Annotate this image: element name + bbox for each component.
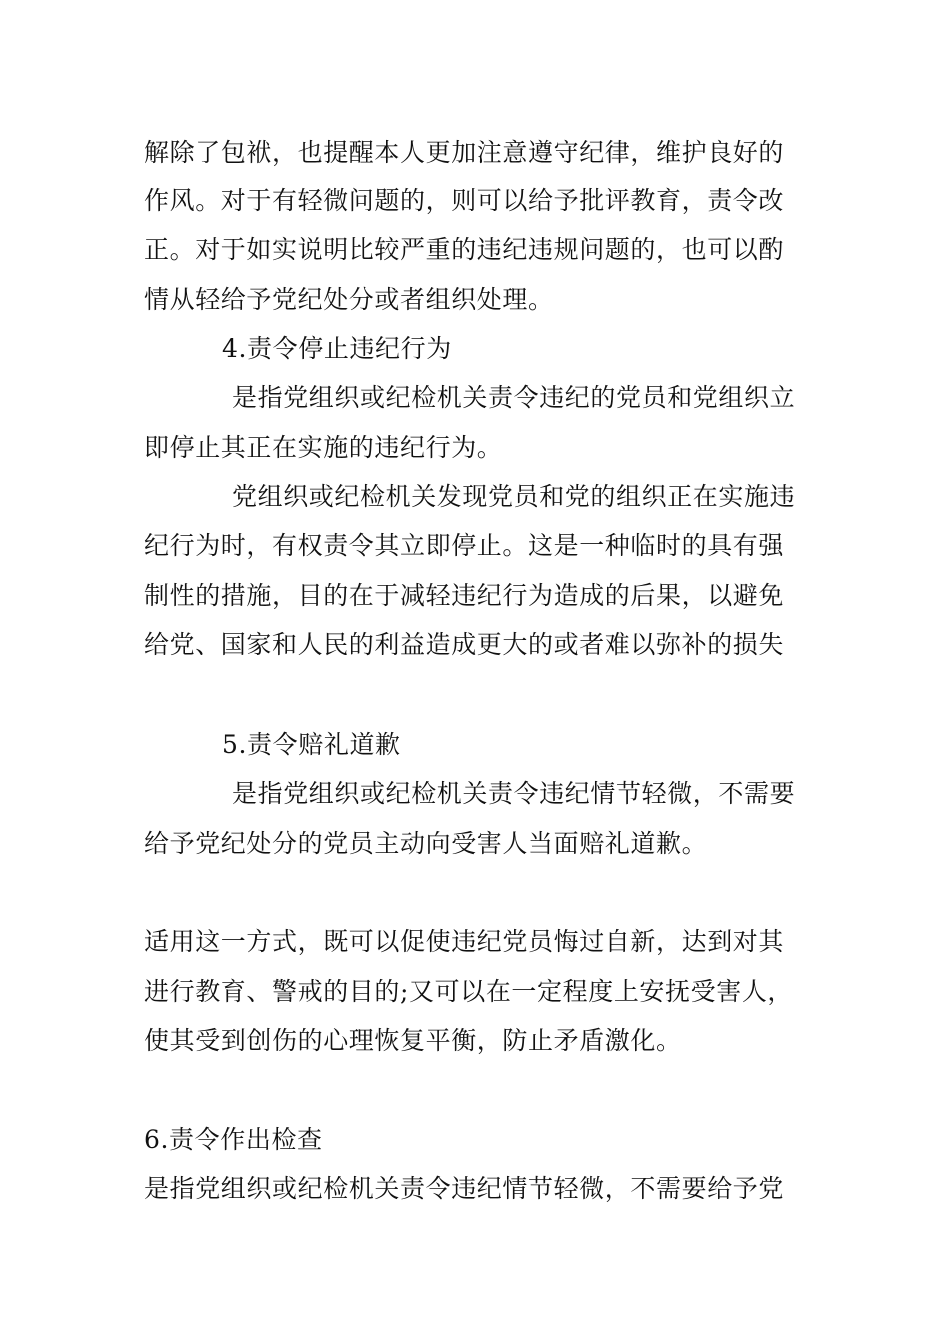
body-text-line: 是指党组织或纪检机关责令违纪情节轻微，不需要给予党 [144, 1174, 785, 1203]
body-text-line: 解除了包袱，也提醒本人更加注意遵守纪律，维护良好的 [144, 138, 785, 167]
body-text-line: 适用这一方式，既可以促使违纪党员悔过自新，达到对其 [144, 927, 785, 956]
body-text-line: 党组织或纪检机关发现党员和党的组织正在实施违 [232, 482, 796, 511]
body-text-line: 给予党纪处分的党员主动向受害人当面赔礼道歉。 [144, 829, 708, 858]
section-4-heading: 4.责令停止违纪行为 [222, 334, 452, 363]
body-text-line: 进行教育、警戒的目的;又可以在一定程度上安抚受害人， [144, 977, 794, 1006]
section-5-heading: 5.责令赔礼道歉 [222, 730, 401, 759]
body-text-line: 正。对于如实说明比较严重的违纪违规问题的，也可以酌 [144, 235, 785, 264]
body-text-line: 即停止其正在实施的违纪行为。 [144, 433, 503, 462]
body-text-line: 制性的措施，目的在于减轻违纪行为造成的后果，以避免 [144, 581, 785, 610]
body-text-line: 作风。对于有轻微问题的，则可以给予批评教育，责令改 [144, 186, 785, 215]
body-text-line: 情从轻给予党纪处分或者组织处理。 [144, 285, 554, 314]
body-text-line: 是指党组织或纪检机关责令违纪的党员和党组织立 [232, 383, 796, 412]
body-text-line: 是指党组织或纪检机关责令违纪情节轻微，不需要 [232, 779, 796, 808]
body-text-line: 给党、国家和人民的利益造成更大的或者难以弥补的损失 [144, 630, 785, 659]
body-text-line: 纪行为时，有权责令其立即停止。这是一种临时的具有强 [144, 531, 785, 560]
body-text-line: 使其受到创伤的心理恢复平衡，防止矛盾激化。 [144, 1026, 682, 1055]
section-6-heading: 6.责令作出检查 [144, 1125, 323, 1154]
